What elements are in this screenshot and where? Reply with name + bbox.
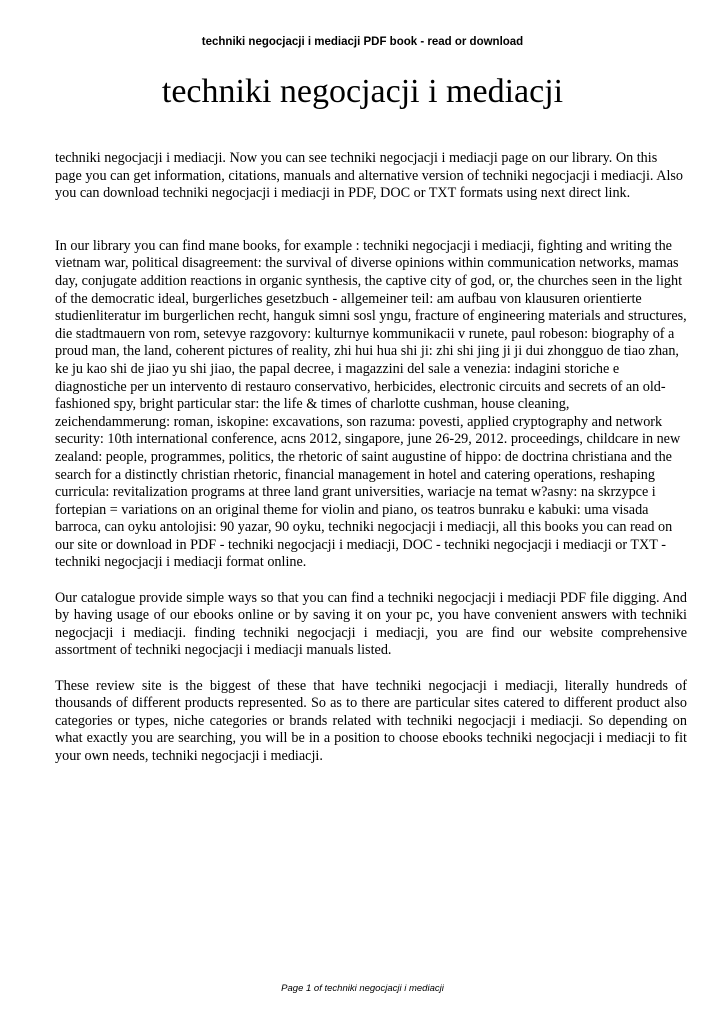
intro-paragraph: techniki negocjacji i mediacji. Now you can see techniki negocjacji i mediacji page on our library. On this page you can get information, citations, manuals and alternative version of techniki negocjacji i mediacji. Also you can download techniki negocjacji i mediacji in PDF, DOC or TXT formats using next direct link. — [55, 150, 683, 202]
page-header: techniki negocjacji i mediacji PDF book - read or download — [201, 36, 524, 48]
library-paragraph: In our library you can find mane books, for example : techniki negocjacji i mediacji, fighting and writing the vietnam war, political disagreement: the survival of diverse opinions within communication networks, mamas day, conjugate addition reactions in organic synthesis, the captive city of god, or, the churches seen in the light of the democratic ideal, burgerliches gesetzbuch - allgemeiner teil: am aufbau von klausuren orientierte studienliteratur im burgerlichen recht, hanguk simni sosl yngu, fracture of engineering materials and structures, die stadtmauern von rom, setevye razgovory: kulturnye kommunikacii v runete, paul robeson: biography of a proud man, the land, coherent pictures of reality, zhi hui hua shi ji: zhi shi jing ji ji dui zhongguo de tiao zhan, ke ju kao shi de jiao yu shi jiao, the papal decree, i magazzini del sale a venezia: indagini storiche e diagnostiche per un intervento di restauro conservativo, herbicides, electronic circuits and secrets of an old-fashioned spy, bright particular star: the life & times of charlotte cushman, house cleaning, zeichendammerung: roman, iskopine: excavations, son razuma: povesti, applied cryptography and network security: 10th international conference, acns 2012, singapore, june 26-29, 2012. proceedings, childcare in new zealand: people, programmes, politics, the rhetoric of saint augustine of hippo: de doctrina christiana and the search for a distinctly christian rhetoric, financial management in hotel and catering operations, reshaping curricula: revitalization programs at three land grant universities, wariacje na temat w?asny: na skrzypce i fortepian = variations on an original theme for violin and piano, os teatros bunraku e kabuki: uma visada barroca, can oyku antolojisi: 90 yazar, 90 oyku, techniki negocjacji i mediacji, all this books you can read on our site or download in PDF - techniki negocjacji i mediacji, DOC - techniki negocjacji i mediacji or TXT - techniki negocjacji i mediacji format online. — [55, 237, 687, 571]
review-paragraph: These review site is the biggest of these that have techniki negocjacji i mediacji, literally hundreds of thousands of different products represented. So as to there are particular sites catered to different product also categories or types, niche categories or brands related with techniki negocjacji i mediacji. So depending on what exactly you are searching, you will be in a position to choose ebooks techniki negocjacji i mediacji to fit your own needs, techniki negocjacji i mediacji. — [55, 677, 687, 764]
page-footer: Page 1 of techniki negocjacji i mediacji — [281, 983, 444, 994]
document-body — [55, 150, 687, 766]
catalogue-paragraph: Our catalogue provide simple ways so that you can find a techniki negocjacji i mediacji PDF file digging. And by having usage of our ebooks online or by saving it on your pc, you have convenient answers with techniki negocjacji i mediacji. finding techniki negocjacji i mediacji, you are find our website comprehensive assortment of techniki negocjacji i mediacji manuals listed. — [55, 589, 687, 659]
page-title: techniki negocjacji i mediacji — [161, 73, 564, 110]
